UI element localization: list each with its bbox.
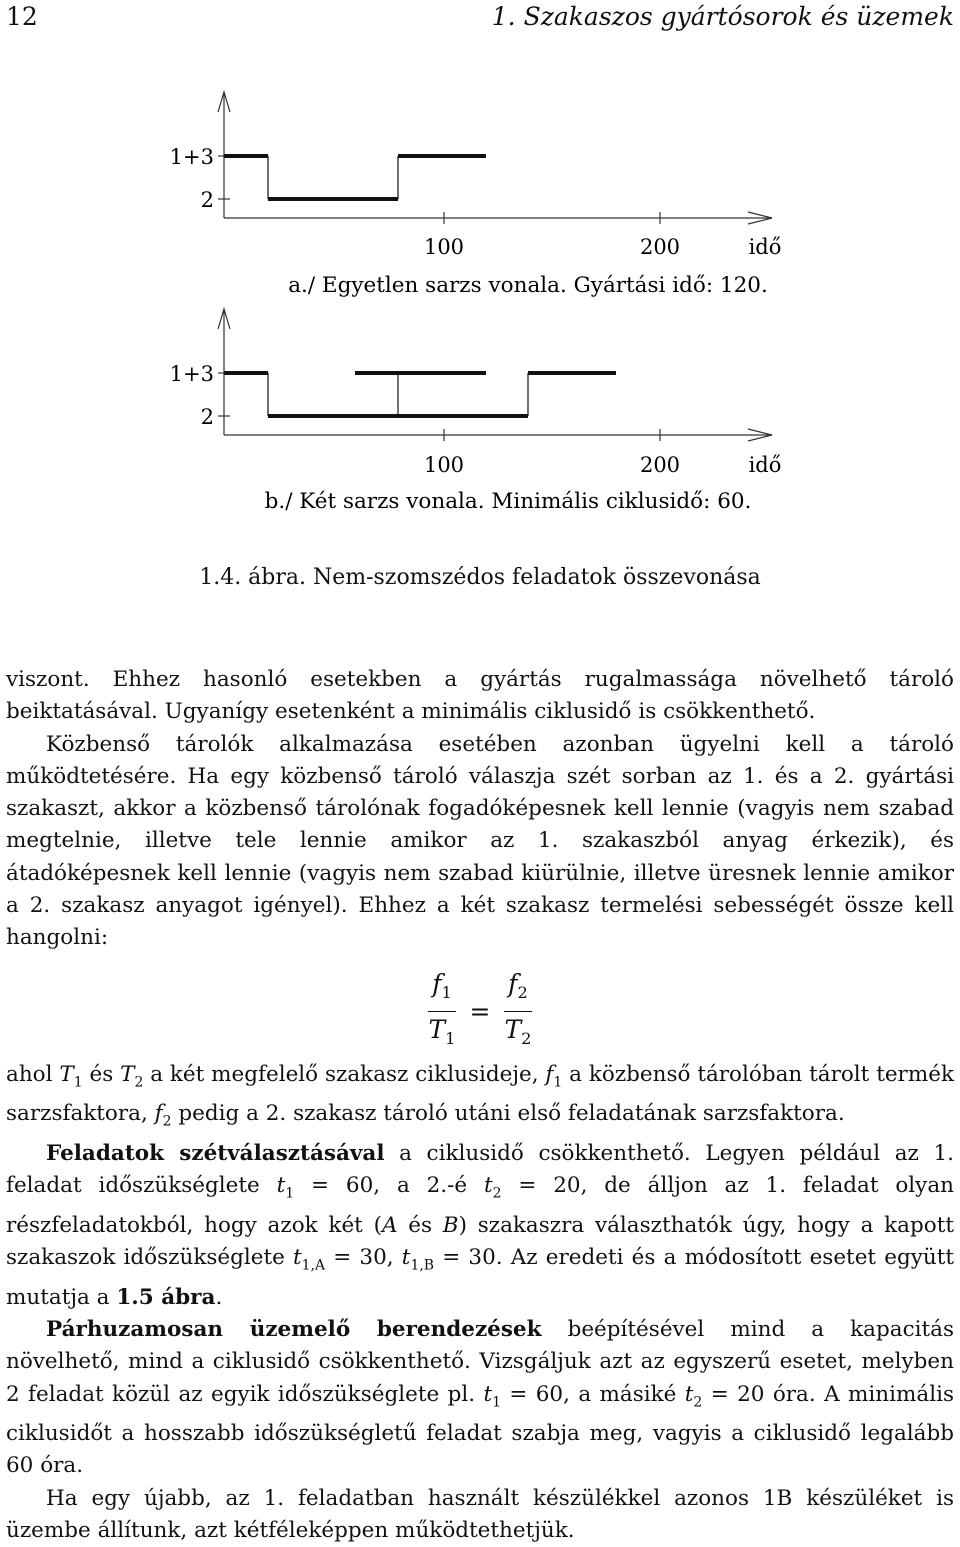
body-text (6, 664, 954, 1547)
page-number: 12 (6, 2, 38, 31)
equals-sign: = (469, 996, 491, 1026)
paragraph-4: Feladatok szétválasztásával a ciklusidő csökkenthető. Legyen például az 1. feladat időszükséglete $t_1 = 60$, a 2.-é $t_2 = 20$, de álljon az 1. feladat olyan részfeladatokból, hogy azok két (A és B) szakaszra választhatók úgy, hogy a kapott szakaszok időszükséglete $t_{1,A} = 30$, $t_{1,B} = 30$. Az eredeti és a módosított esetet együtt mutatja a 1.5 ábra. (6, 1140, 954, 1310)
paragraph-6: Ha egy újabb, az 1. feladatban használt készülékkel azonos 1B készüléket is üzembe állítunk, azt kétféleképpen működtethetjük. (6, 1485, 954, 1544)
figure-1-4 (0, 0, 960, 560)
x-label-100-b: 100 (423, 453, 465, 477)
y-label-1-3-b: 1+3 (169, 362, 214, 386)
paragraph-2: Közbenső tárolók alkalmazása esetében azonban ügyelni kell a tároló működtetésére. Ha egy közbenső tároló válaszja szét sorban az 1. és a 2. gyártási szakaszt, akkor a közbenső tárolónak fogadóképesnek kell lennie (vagyis nem szabad megtelnie, illetve tele lennie amikor az 1. szakaszból anyag érkezik), és átadóképesnek kell lennie (vagyis nem szabad kiürülnie, illetve üresnek lennie amikor a 2. szakasz anyagot igényel). Ehhez a két szakasz termelési sebességét össze kell hangolni: (6, 731, 954, 951)
paragraph-5: Párhuzamosan üzemelő berendezések beépítésével mind a kapacitás növelhető, mind a ciklusidő csökkenthető. Vizsgáljuk azt az egyszerű esetet, melyben 2 feladat közül az egyik időszükséglete pl. $t_1 = 60$, a másiké $t_2 = 20$ óra. A minimális ciklusidőt a hosszabb időszükségletű feladat szabja meg, vagyis a ciklusidő legalább 60 óra. (6, 1316, 954, 1479)
caption-a: a./ Egyetlen sarzs vonala. Gyártási idő: 120. (288, 273, 768, 298)
x-label-ido-b: idő (748, 453, 782, 477)
equation (6, 955, 954, 1059)
paragraph-1: viszont. Ehhez hasonló esetekben a gyártás rugalmassága növelhető tároló beiktatásával. Ugyanígy esetenként a minimális ciklusidő is csökkenthető. (6, 667, 954, 725)
x-label-200-b: 200 (639, 453, 681, 477)
y-label-2-b: 2 (200, 405, 214, 429)
y-label-1-3-a: 1+3 (169, 145, 214, 169)
x-label-200-a: 200 (639, 235, 681, 259)
figure-caption: 1.4. ábra. Nem-szomszédos feladatok összevonása (199, 565, 761, 590)
paragraph-3: ahol $T_1$ és $T_2$ a két megfelelő szakasz ciklusideje, $f_1$ a közbenső tárolóban tárolt termék sarzsfaktora, $f_2$ pedig a 2. szakasz tároló utáni első feladatának sarzsfaktora. (6, 1061, 954, 1130)
x-label-ido-a: idő (748, 235, 782, 259)
caption-b: b./ Két sarzs vonala. Minimális ciklusidő: 60. (264, 489, 752, 514)
diagram-b (170, 309, 782, 514)
diagram-a (170, 92, 782, 298)
fraction-right: $\frac{f_2}{T_2}$ (504, 968, 532, 1049)
y-label-2-a: 2 (200, 188, 214, 212)
x-label-100-a: 100 (423, 235, 465, 259)
fraction-left: $\frac{f_1}{T_1}$ (428, 968, 456, 1049)
running-title: 1. Szakaszos gyártósorok és üzemek (491, 2, 954, 31)
